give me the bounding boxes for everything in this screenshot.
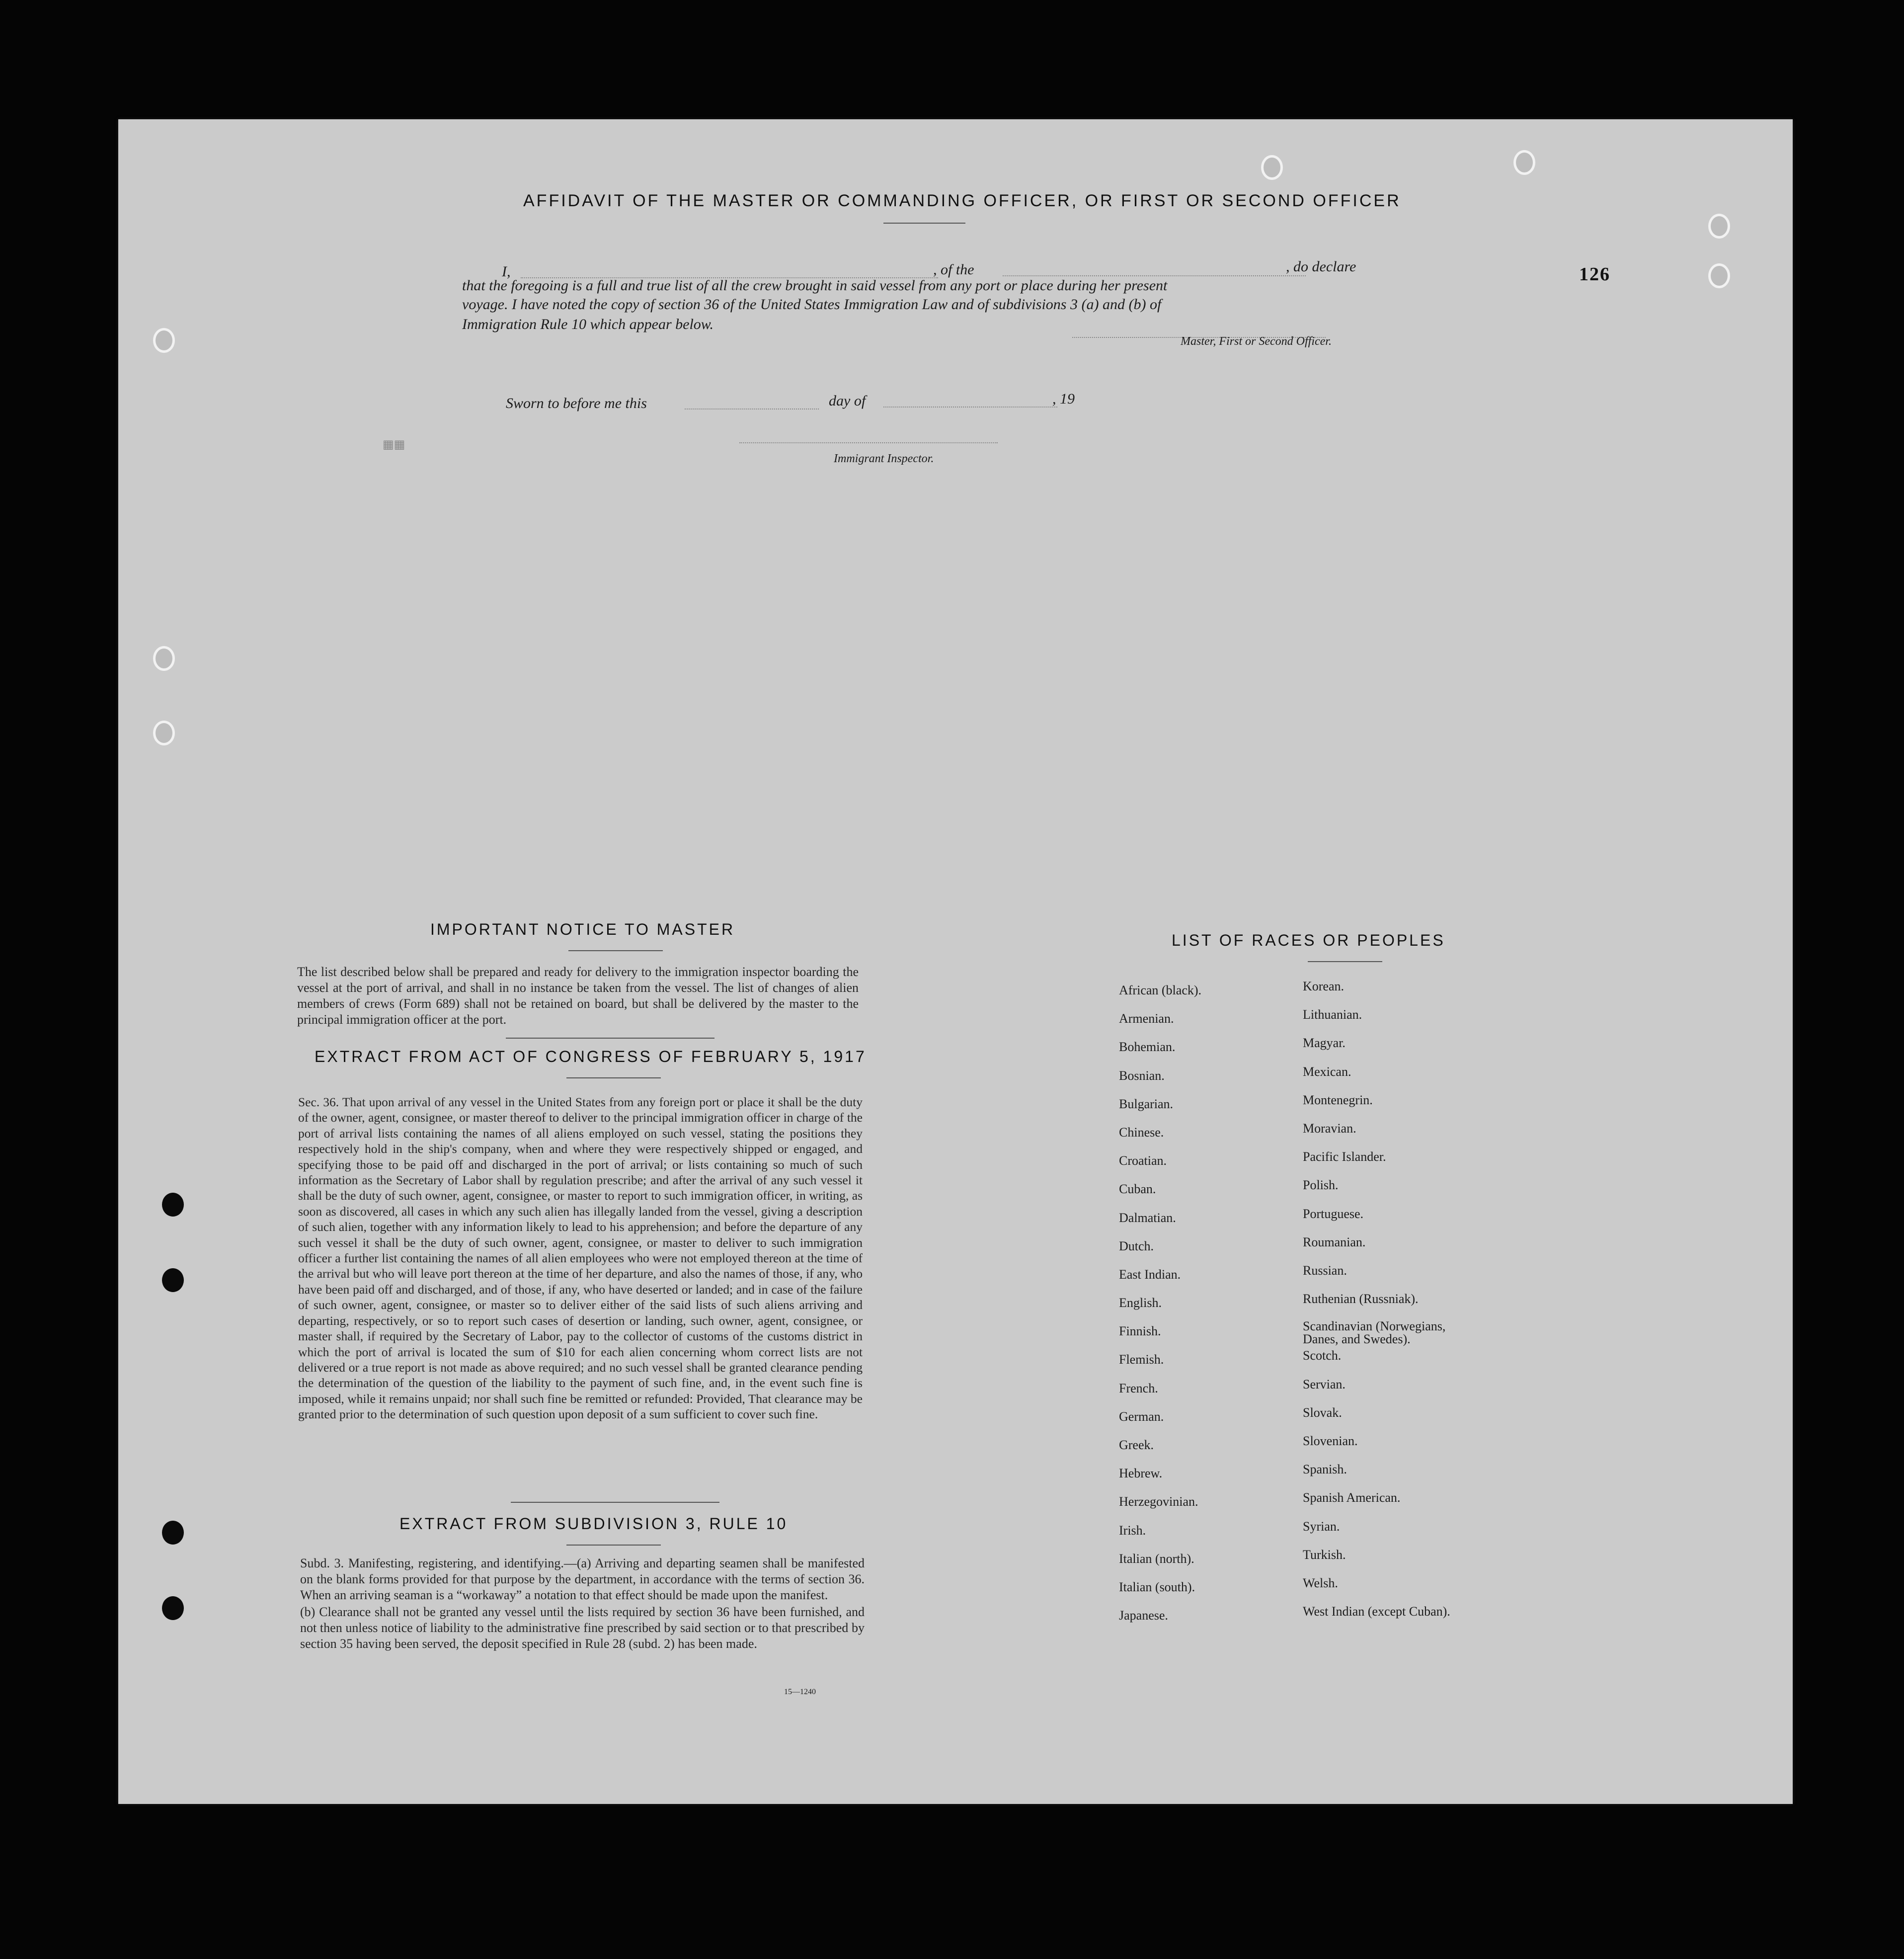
race-item: Italian (north). xyxy=(1119,1551,1194,1566)
affidavit-of-the: , of the xyxy=(933,261,974,278)
race-item: Croatian. xyxy=(1119,1153,1167,1168)
race-item: English. xyxy=(1119,1296,1162,1310)
race-item: Dalmatian. xyxy=(1119,1210,1176,1225)
race-item: Herzegovinian. xyxy=(1119,1494,1198,1509)
punch-hole xyxy=(162,1268,184,1292)
race-item: Ruthenian (Russniak). xyxy=(1303,1292,1419,1306)
rule-para-a: Subd. 3. Manifesting, registering, and identifying.—(a) Arriving and departing seamen shall be manifested on the blank forms provided for that purpose by the department, in accordance with the terms of section 36. When an arriving seaman is a “workaway” a notation to that effect should be made upon the manifest. xyxy=(300,1556,865,1602)
race-item: Russian. xyxy=(1303,1263,1347,1278)
punch-hole xyxy=(162,1521,184,1545)
race-item: Pacific Islander. xyxy=(1303,1149,1386,1164)
races-title: LIST OF RACES OR PEOPLES xyxy=(1172,931,1445,949)
race-item: Roumanian. xyxy=(1303,1234,1366,1249)
punch-hole xyxy=(1513,150,1535,175)
affidavit-title: AFFIDAVIT OF THE MASTER OR COMMANDING OFFICER, OR FIRST OR SECOND OFFICER xyxy=(523,191,1401,210)
race-item: Moravian. xyxy=(1303,1121,1356,1136)
inspector-signature-line[interactable] xyxy=(739,442,998,443)
race-item: Magyar. xyxy=(1303,1036,1346,1051)
affidavit-declare: , do declare xyxy=(1286,258,1356,275)
document-sheet xyxy=(118,119,1793,1804)
punch-hole xyxy=(153,328,175,353)
rule-title: EXTRACT FROM SUBDIVISION 3, RULE 10 xyxy=(399,1515,788,1533)
punch-hole xyxy=(1261,155,1283,180)
rule-text xyxy=(300,1555,865,1653)
affidavit-line-2: that the foregoing is a full and true list of all the crew brought in said vessel from any port or place during her present xyxy=(462,277,1168,294)
faded-stamp: ▦▦ xyxy=(383,438,405,451)
race-item: French. xyxy=(1119,1381,1158,1395)
race-item: Chinese. xyxy=(1119,1125,1164,1140)
form-number: 15—1240 xyxy=(784,1688,816,1696)
race-item: Japanese. xyxy=(1119,1608,1168,1623)
race-item: Bosnian. xyxy=(1119,1068,1165,1083)
race-item: Welsh. xyxy=(1303,1575,1338,1590)
race-item: Hebrew. xyxy=(1119,1466,1163,1481)
race-item: Dutch. xyxy=(1119,1238,1154,1253)
races-left-column xyxy=(1119,983,1201,1636)
signature-label: Master, First or Second Officer. xyxy=(1181,335,1332,348)
race-item: Mexican. xyxy=(1303,1064,1351,1079)
race-item: Bohemian. xyxy=(1119,1040,1176,1055)
race-item: Portuguese. xyxy=(1303,1206,1364,1221)
sworn-day-blank[interactable] xyxy=(685,408,819,409)
race-item: Montenegrin. xyxy=(1303,1092,1373,1107)
race-item: Servian. xyxy=(1303,1377,1346,1391)
races-right-column xyxy=(1303,979,1472,1632)
race-item: Greek. xyxy=(1119,1438,1154,1452)
race-item: Finnish. xyxy=(1119,1324,1161,1339)
affidavit-line-3: voyage. I have noted the copy of section 36 of the United States Immigration Law and of subdivisions 3 (a) and (b) of xyxy=(462,296,1162,313)
sworn-month-blank[interactable] xyxy=(883,407,1057,408)
separator-rule xyxy=(506,1038,714,1039)
race-item: Lithuanian. xyxy=(1303,1007,1362,1022)
punch-hole xyxy=(153,646,175,671)
race-item: German. xyxy=(1119,1409,1164,1424)
notice-rule xyxy=(568,950,663,951)
act-title: EXTRACT FROM ACT OF CONGRESS OF FEBRUARY 5, 1917 xyxy=(315,1048,867,1065)
race-item: Bulgarian. xyxy=(1119,1096,1174,1111)
rule-rule xyxy=(566,1545,661,1546)
year-prefix: , 19 xyxy=(1052,391,1075,407)
race-item: Spanish American. xyxy=(1303,1490,1401,1505)
races-rule xyxy=(1308,961,1382,962)
race-item: Scandinavian (Norwegians, Danes, and Swedes). xyxy=(1303,1319,1446,1347)
page-number: 126 xyxy=(1579,264,1610,285)
punch-hole xyxy=(162,1193,184,1217)
race-item: Armenian. xyxy=(1119,1011,1174,1026)
rule-para-b: (b) Clearance shall not be granted any vessel until the lists required by section 36 have been furnished, and not then unless notice of liability to the administrative fine prescribed by said section or to that prescribed by section 35 having been served, the deposit specified in Rule 28 (subd. 2) has been made. xyxy=(300,1605,865,1651)
race-item: Spanish. xyxy=(1303,1462,1347,1477)
punch-hole xyxy=(1708,263,1730,288)
race-item: Korean. xyxy=(1303,979,1345,993)
vessel-blank[interactable] xyxy=(1003,275,1306,276)
act-text: Sec. 36. That upon arrival of any vessel in the United States from any foreign port or place it shall be the duty of the owner, agent, consignee, or master thereof to deliver to the principal immigration officer in charge of the port of arrival lists containing the names of all aliens employed on such vessel, stating the positions they respectively hold in the ship's company, when and where they were respectively shipped or engaged, and specifying those to be paid off and discharged in the port of arrival; or lists containing so much of such information as the Secretary of Labor shall by regulation prescribe; and after the arrival of any such vessel it shall be the duty of such owner, agent, consignee, or master to report to such immigration officer, in writing, as soon as discovered, all cases in which any such alien has illegally landed from the vessel, giving a description of such alien, together with any information likely to lead to his apprehension; and before the departure of any such vessel it shall be the duty of such owner, agent, consignee, or master to deliver to such immigration officer a further list containing the names of all alien employees who were not employed thereon at the time of the arrival but who will leave port thereon at the time of her departure, and also the names of those, if any, who have been paid off and discharged, and of those, if any, who have deserted or landed; and in case of the failure of such owner, agent, consignee, or master so to deliver either of the said lists of such aliens arriving and departing, respectively, or so to report such cases of desertion or landing, such owner, agent, consignee, or master shall, if required by the Secretary of Labor, pay to the collector of customs of the customs district in which the port of arrival is located the sum of $10 for each alien concerning whom correct lists are not delivered or a true report is not made as above required; and no such vessel shall be granted clearance pending the determination of the question of the liability to the payment of such fine, and, in the event such fine is imposed, while it remains unpaid; nor shall such fine be remitted or refunded: Provided, That clearance may be granted prior to the determination of such question upon deposit of a sum sufficient to cover such fine. xyxy=(298,1095,863,1422)
affidavit-i: I, xyxy=(502,263,511,280)
race-item: African (black). xyxy=(1119,983,1202,997)
title-rule xyxy=(883,223,965,224)
punch-hole xyxy=(1708,214,1730,239)
race-item: Irish. xyxy=(1119,1523,1146,1538)
race-item: Slovak. xyxy=(1303,1405,1342,1420)
inspector-label: Immigrant Inspector. xyxy=(834,452,934,465)
race-item: Polish. xyxy=(1303,1178,1339,1193)
separator-rule xyxy=(511,1502,719,1503)
notice-title: IMPORTANT NOTICE TO MASTER xyxy=(430,920,735,938)
race-item: West Indian (except Cuban). xyxy=(1303,1604,1450,1619)
punch-hole xyxy=(162,1596,184,1620)
race-item: Slovenian. xyxy=(1303,1434,1358,1448)
race-item: Italian (south). xyxy=(1119,1579,1195,1594)
notice-text: The list described below shall be prepared and ready for delivery to the immigration inspector boarding the vessel at the port of arrival, and shall in no instance be taken from the vessel. The list of changes of alien members of crews (Form 689) shall not be retained on board, but shall be delivered by the master to the principal immigration officer at the port. xyxy=(297,965,859,1027)
affidavit-line-4: Immigration Rule 10 which appear below. xyxy=(462,316,714,332)
race-item: Cuban. xyxy=(1119,1182,1156,1197)
race-item: East Indian. xyxy=(1119,1267,1181,1282)
race-item: Turkish. xyxy=(1303,1547,1346,1562)
race-item: Flemish. xyxy=(1119,1352,1164,1367)
act-rule xyxy=(566,1077,661,1078)
sworn-text: Sworn to before me this xyxy=(506,395,647,411)
race-item: Scotch. xyxy=(1303,1348,1342,1363)
race-item: Syrian. xyxy=(1303,1519,1340,1534)
day-of: day of xyxy=(829,393,866,409)
punch-hole xyxy=(153,721,175,745)
